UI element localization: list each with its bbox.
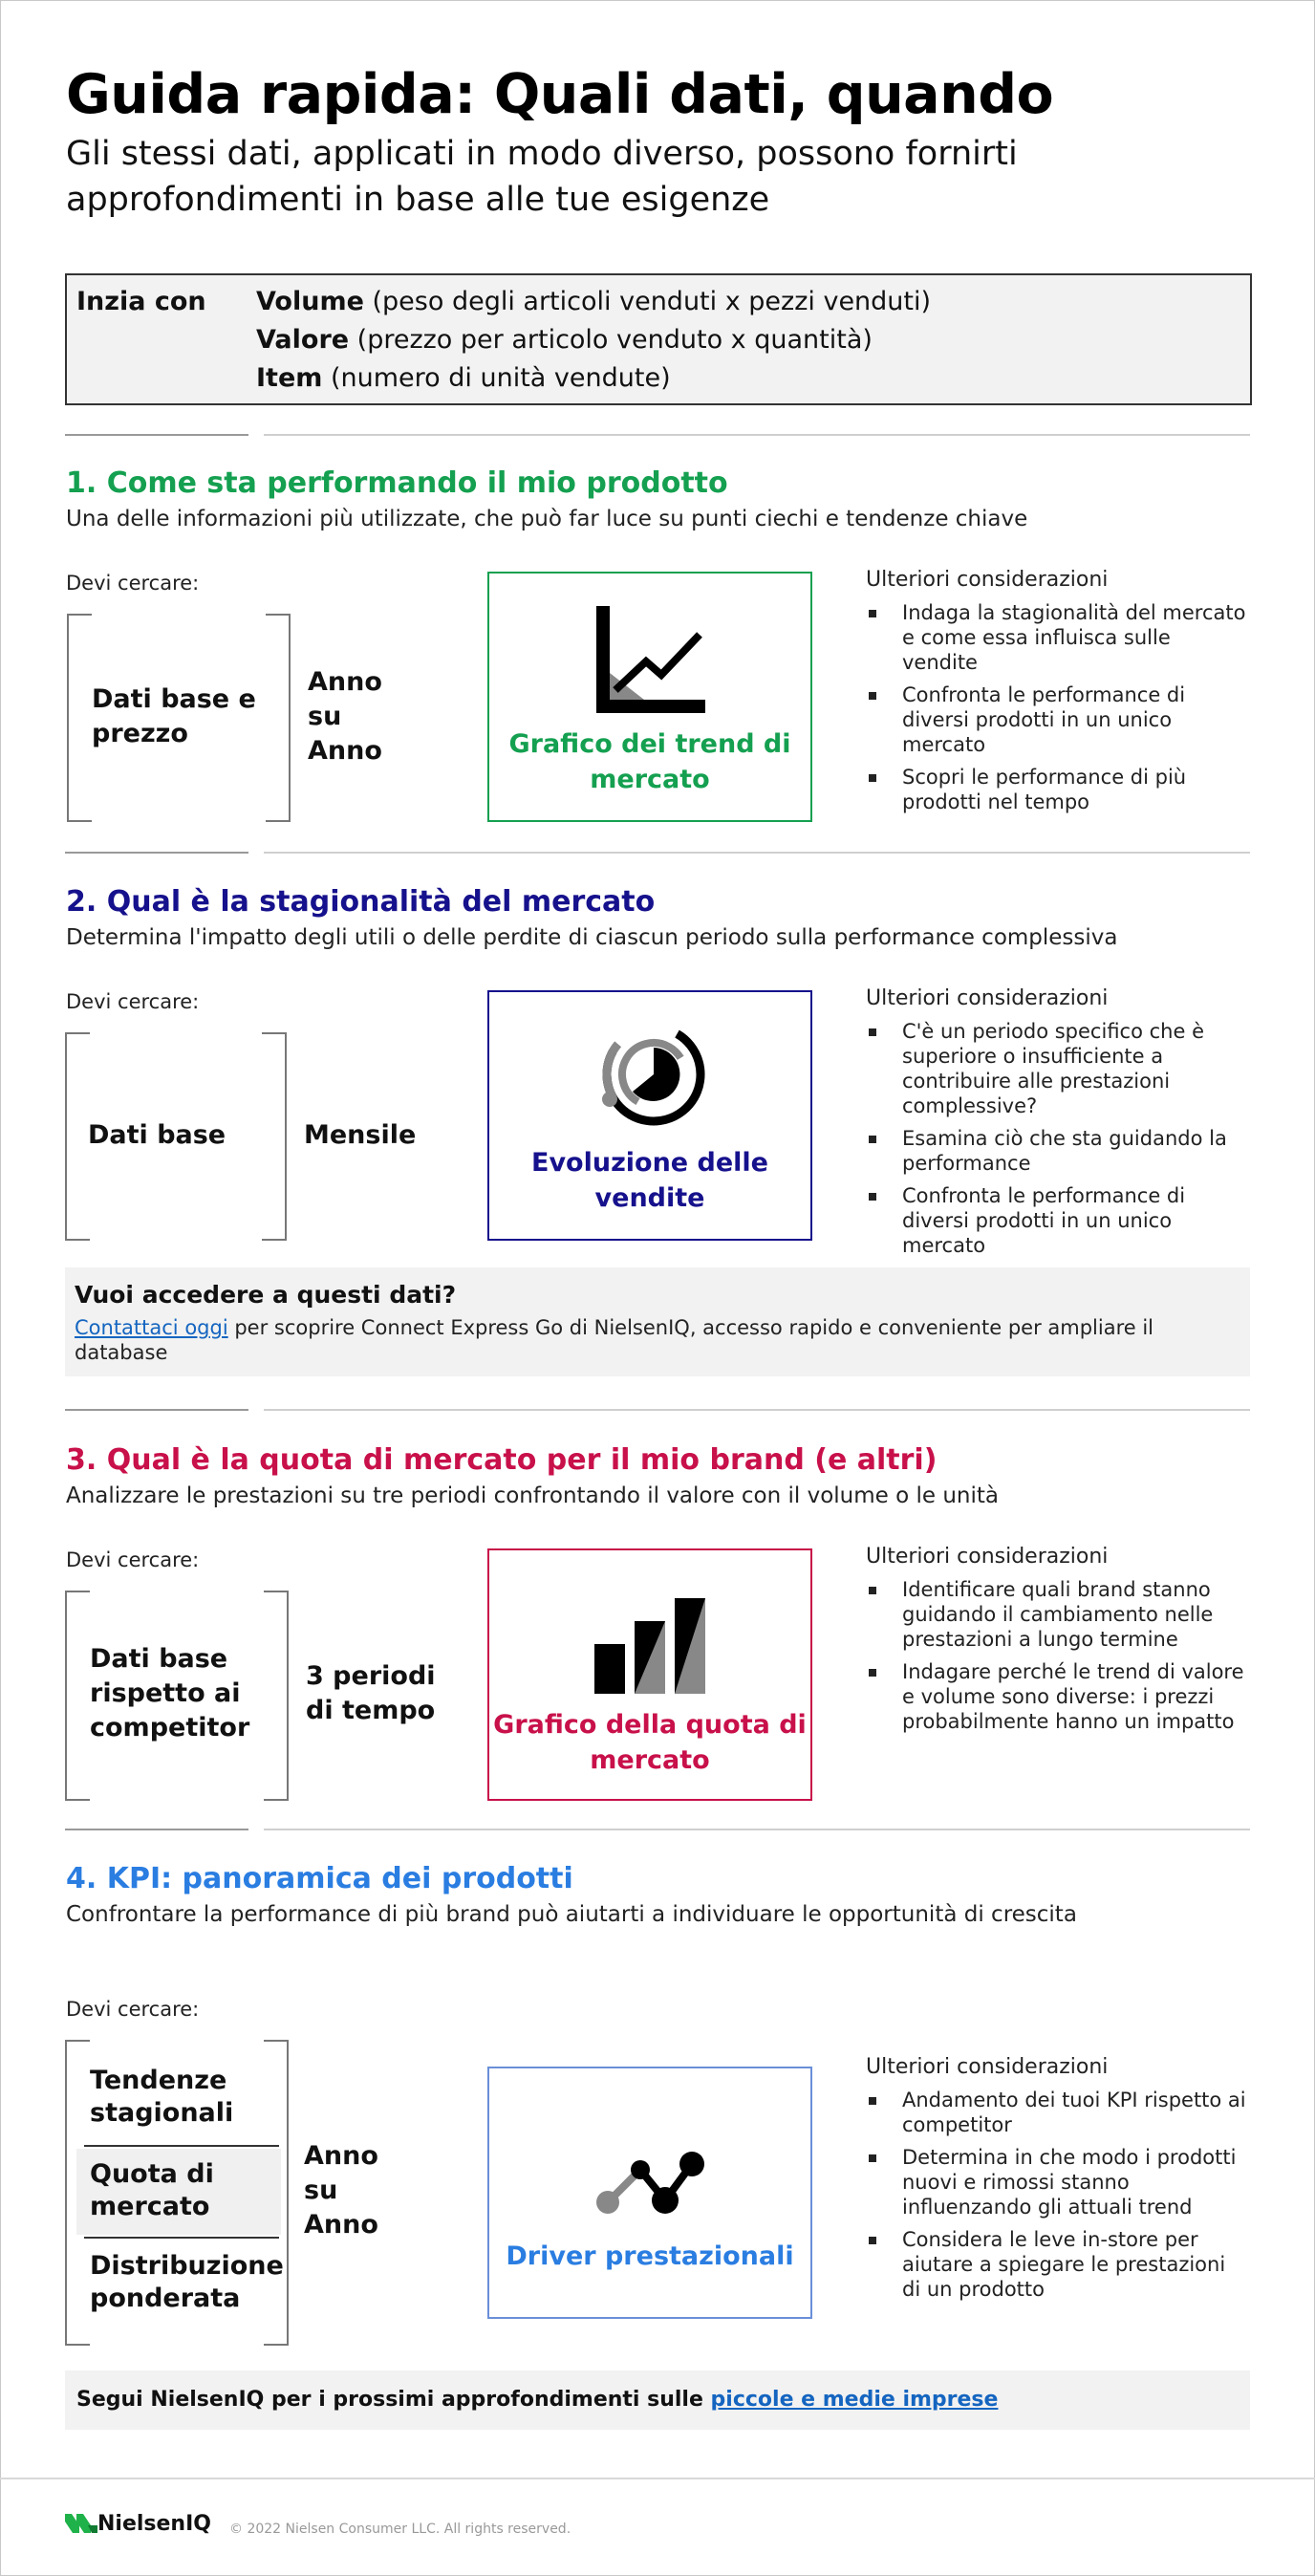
nielseniq-logo-icon [65, 2512, 97, 2535]
start-box [65, 273, 1252, 405]
divider [65, 434, 248, 436]
follow-box [65, 2370, 1250, 2430]
section-4-title: 4. KPI: panoramica dei prodotti [66, 1862, 573, 1895]
section-1-basis: Dati base e prezzo [92, 684, 256, 748]
access-data-box [65, 1267, 1250, 1376]
section-4-desc: Confrontare la performance di più brand può aiutarti a individuare le opportunità di crescita [66, 1902, 1077, 1927]
considerations-label: Ulteriori considerazioni [866, 568, 1109, 592]
term-valore-desc: (prezzo per articolo venduto x quantità) [349, 325, 873, 355]
section-4-period: Anno su Anno [304, 2141, 378, 2240]
network-nodes-icon [594, 2151, 705, 2218]
consideration-item: Identificare quali brand stanno guidando il cambiamento nelle prestazioni a lungo termine [866, 1577, 1248, 1652]
access-heading: Vuoi accedere a questi dati? [75, 1281, 457, 1309]
consideration-item: Determina in che modo i prodotti nuovi e rimossi stanno influenzando gli attuali trend [866, 2145, 1248, 2219]
radial-chart-icon [594, 1021, 707, 1134]
divider [65, 852, 248, 854]
bracket-left [65, 1032, 90, 1241]
divider [264, 1829, 1250, 1830]
consideration-item: Confronta le performance di diversi prodotti in un unico mercato [866, 682, 1248, 757]
consideration-item: Considera le leve in-store per aiutare a spiegare le prestazioni di un prodotto [866, 2227, 1248, 2302]
section-1-title: 1. Come sta performando il mio prodotto [66, 466, 728, 500]
page-title: Guida rapida: Quali dati, quando [66, 63, 1054, 126]
section-3-period: 3 periodi di tempo [306, 1661, 436, 1725]
section-1-chart-card [487, 572, 812, 822]
start-label: Inzia con [76, 287, 206, 316]
section-2-basis: Dati base [88, 1120, 226, 1150]
consideration-item: Scopri le performance di più prodotti nel tempo [866, 765, 1248, 814]
follow-text-body: Segui NielsenIQ per i prossimi approfondimenti sulle [76, 2388, 711, 2412]
section-3-considerations [866, 1577, 1248, 1742]
smb-link[interactable]: piccole e medie imprese [710, 2388, 999, 2412]
section-1-chart-label: Grafico dei trend di mercato [508, 729, 791, 794]
consideration-item: Indaga la stagionalità del mercato e come essa influisca sulle vendite [866, 600, 1248, 675]
bracket-right [266, 614, 291, 822]
section-2-desc: Determina l'impatto degli utili o delle perdite di ciascun periodo sulla performance complessiva [66, 925, 1118, 950]
considerations-label: Ulteriori considerazioni [866, 1545, 1109, 1569]
section-4-considerations [866, 2088, 1248, 2309]
term-item: Item [256, 363, 323, 393]
footer-brand: NielsenIQ [97, 2512, 211, 2536]
bracket-right [262, 1032, 287, 1241]
bracket-left [67, 614, 92, 822]
section-1-desc: Una delle informazioni più utilizzate, che può far luce su punti ciechi e tendenze chiave [66, 507, 1028, 531]
bar-chart-icon [594, 1598, 705, 1694]
divider [65, 1409, 248, 1411]
section-3-desc: Analizzare le prestazioni su tre periodi confrontando il valore con il volume o le unità [66, 1483, 1000, 1508]
trend-chart-icon [593, 606, 705, 713]
kpi-separator [84, 2237, 279, 2239]
section-2-chart-label: Evoluzione delle vendite [531, 1148, 768, 1213]
section-2-chart-card [487, 990, 812, 1241]
divider [264, 434, 1250, 436]
section-3-chart-label: Grafico della quota di mercato [493, 1710, 807, 1775]
footer-divider [0, 2478, 1315, 2479]
section-2-considerations [866, 1019, 1248, 1266]
divider [65, 1829, 248, 1830]
consideration-item: Andamento dei tuoi KPI rispetto ai competitor [866, 2088, 1248, 2137]
divider [264, 1409, 1250, 1411]
section-2-period: Mensile [304, 1120, 417, 1150]
bracket-left [65, 1591, 90, 1801]
look-for-label: Devi cercare: [66, 1998, 200, 2021]
access-text [75, 1315, 1221, 1365]
page-subtitle: Gli stessi dati, applicati in modo diverso, possono fornirti approfondimenti in base alle tue esigenze [66, 135, 1018, 219]
access-text-body: per scoprire Connect Express Go di NielsenIQ, accesso rapido e conveniente per ampliare il database [75, 1316, 1154, 1364]
consideration-item: C'è un periodo specifico che è superiore o insufficiente a contribuire alle prestazioni complessive? [866, 1019, 1248, 1118]
bracket-right [264, 1591, 289, 1801]
section-2-title: 2. Qual è la stagionalità del mercato [66, 885, 656, 919]
section-1-period: Anno su Anno [308, 667, 382, 766]
contact-link[interactable]: Contattaci oggi [75, 1316, 228, 1339]
term-valore: Valore [256, 325, 350, 355]
term-item-desc: (numero di unità vendute) [322, 363, 671, 393]
footer-copyright: © 2022 Nielsen Consumer LLC. All rights reserved. [229, 2522, 571, 2537]
kpi-item-market-share: Quota di mercato [76, 2149, 281, 2235]
considerations-label: Ulteriori considerazioni [866, 2055, 1109, 2079]
look-for-label: Devi cercare: [66, 1548, 200, 1571]
section-3-chart-card [487, 1548, 812, 1801]
start-line-valore [256, 325, 873, 355]
follow-text [76, 2388, 998, 2412]
consideration-item: Confronta le performance di diversi prodotti in un unico mercato [866, 1183, 1248, 1258]
kpi-separator [84, 2145, 279, 2147]
look-for-label: Devi cercare: [66, 990, 200, 1013]
term-volume: Volume [256, 287, 364, 316]
kpi-item-seasonal-trends: Tendenze stagionali [90, 2066, 234, 2128]
section-3-basis: Dati base rispetto ai competitor [90, 1644, 250, 1743]
start-line-volume [256, 287, 931, 316]
look-for-label: Devi cercare: [66, 572, 200, 595]
term-volume-desc: (peso degli articoli venduti x pezzi venduti) [363, 287, 932, 316]
start-line-item [256, 363, 671, 393]
divider [264, 852, 1250, 854]
section-4-chart-card [487, 2067, 812, 2319]
kpi-item-weighted-distribution: Distribuzione ponderata [90, 2251, 284, 2313]
consideration-item: Esamina ciò che sta guidando la performance [866, 1126, 1248, 1176]
section-3-title: 3. Qual è la quota di mercato per il mio brand (e altri) [66, 1443, 938, 1477]
section-1-considerations [866, 600, 1248, 822]
consideration-item: Indagare perché le trend di valore e volume sono diverse: i prezzi probabilmente hanno un impatto [866, 1659, 1248, 1734]
considerations-label: Ulteriori considerazioni [866, 986, 1109, 1010]
section-4-chart-label: Driver prestazionali [506, 2241, 794, 2271]
